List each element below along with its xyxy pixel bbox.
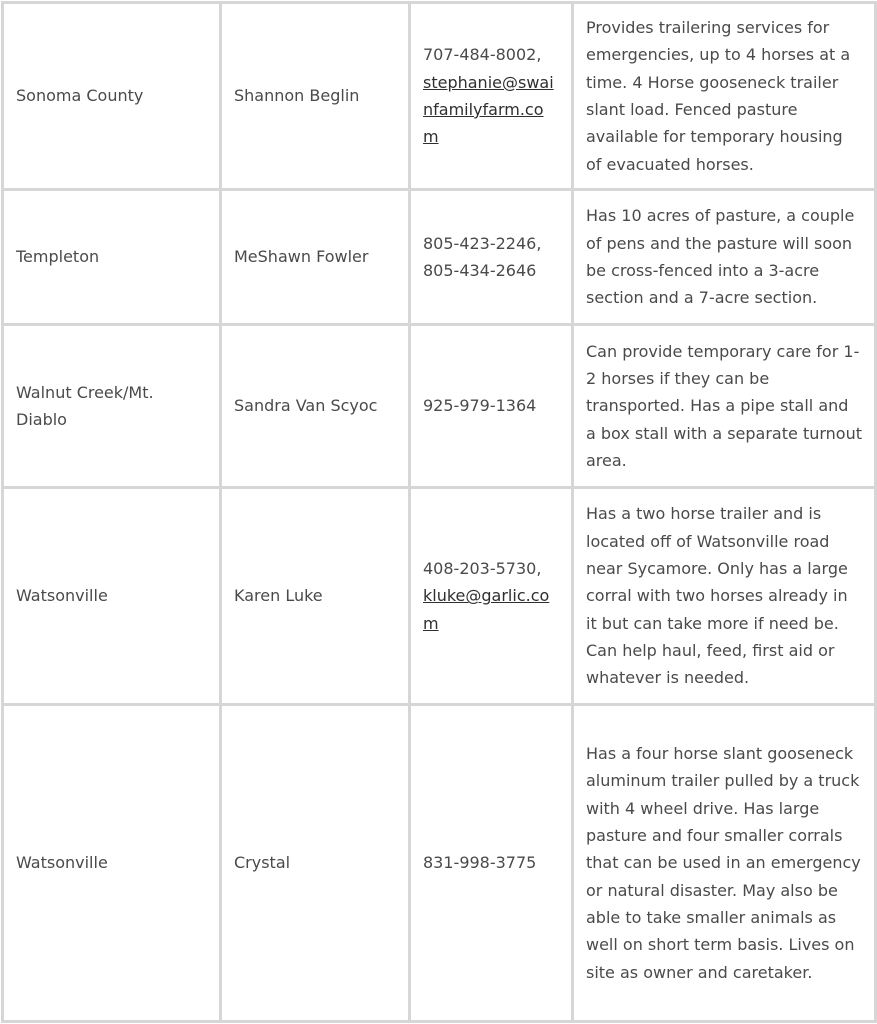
table-row <box>1 1 877 191</box>
table-row <box>1 489 877 706</box>
contact-name-cell: Sandra Van Scyoc <box>222 326 411 489</box>
area-cell: Sonoma County <box>1 1 222 191</box>
contact-info-cell <box>411 326 574 489</box>
description-cell: Provides trailering services for emergencies, up to 4 horses at a time. 4 Horse gooseneck trailer slant load. Fenced pasture available for temporary housing of evacuated horses. <box>574 1 877 191</box>
description-cell: Has a four horse slant gooseneck aluminum trailer pulled by a truck with 4 wheel drive. Has large pasture and four smaller corrals that can be used in an emergency or natural disaster. May also be able to take smaller animals as well on short term basis. Lives on site as owner and caretaker. <box>574 706 877 1023</box>
area-cell: Watsonville <box>1 489 222 706</box>
email-link[interactable]: kluke@garlic.com <box>423 586 550 633</box>
table-row <box>1 706 877 1023</box>
phone-number: 408-203-5730, <box>423 559 542 579</box>
phone-number: 707-484-8002, <box>423 45 542 65</box>
contact-info-cell <box>411 191 574 326</box>
horse-evacuation-contacts-table <box>1 1 877 1023</box>
phone-number: 925-979-1364 <box>423 396 537 416</box>
area-cell: Walnut Creek/Mt. Diablo <box>1 326 222 489</box>
email-link[interactable]: stephanie@swainfamilyfarm.com <box>423 72 554 147</box>
description-cell: Has a two horse trailer and is located off of Watsonville road near Sycamore. Only has a large corral with two horses already in it but can take more if need be. Can help haul, feed, first aid or whatever is needed. <box>574 489 877 706</box>
contact-info-cell <box>411 706 574 1023</box>
table-row <box>1 326 877 489</box>
area-cell: Templeton <box>1 191 222 326</box>
contact-name-cell: MeShawn Fowler <box>222 191 411 326</box>
table-row <box>1 191 877 326</box>
area-cell: Watsonville <box>1 706 222 1023</box>
description-cell: Can provide temporary care for 1-2 horses if they can be transported. Has a pipe stall and a box stall with a separate turnout area. <box>574 326 877 489</box>
phone-number: 831-998-3775 <box>423 853 537 873</box>
contact-name-cell: Shannon Beglin <box>222 1 411 191</box>
contact-name-cell: Crystal <box>222 706 411 1023</box>
contact-info-cell <box>411 489 574 706</box>
contact-name-cell: Karen Luke <box>222 489 411 706</box>
description-cell: Has 10 acres of pasture, a couple of pens and the pasture will soon be cross-fenced into a 3-acre section and a 7-acre section. <box>574 191 877 326</box>
phone-number: 805-423-2246, 805-434-2646 <box>423 233 542 280</box>
contact-info-cell <box>411 1 574 191</box>
